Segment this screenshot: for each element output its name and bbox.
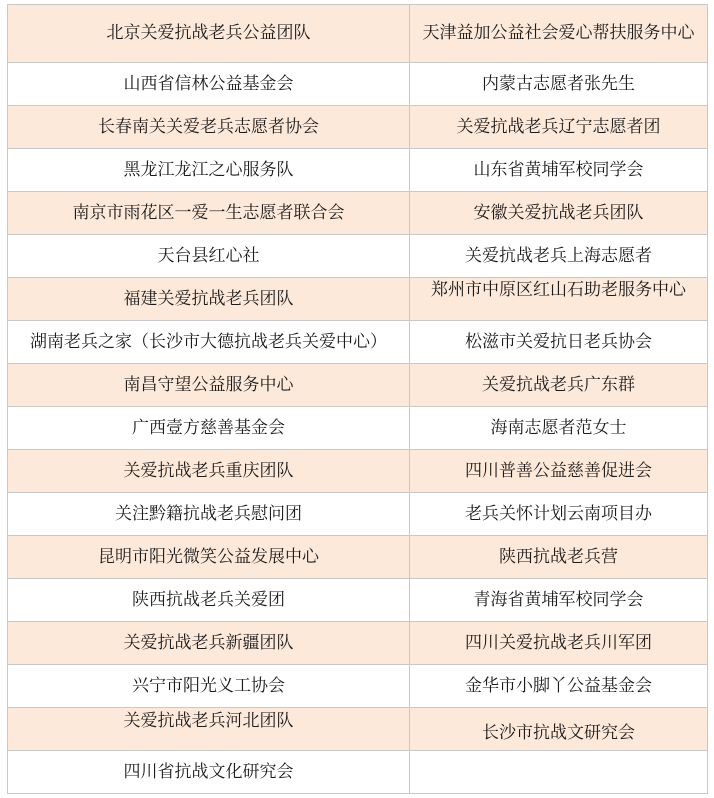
table-row bbox=[8, 579, 708, 622]
table-row bbox=[8, 278, 708, 321]
table-row bbox=[8, 63, 708, 106]
table-cell-left: 福建关爱抗战老兵团队 bbox=[8, 278, 410, 321]
table-cell-right: 老兵关怀计划云南项目办 bbox=[410, 493, 708, 536]
table-cell-right: 四川普善公益慈善促进会 bbox=[410, 450, 708, 493]
table-cell-right bbox=[410, 708, 708, 751]
table-cell-right: 海南志愿者范女士 bbox=[410, 407, 708, 450]
clipped-cell-text: 郑州市中原区红山石助老服务中心 bbox=[431, 280, 686, 300]
table-row bbox=[8, 665, 708, 708]
table-cell-left: 陕西抗战老兵关爱团 bbox=[8, 579, 410, 622]
table-cell-left: 昆明市阳光微笑公益发展中心 bbox=[8, 536, 410, 579]
table-cell-right: 内蒙古志愿者张先生 bbox=[410, 63, 708, 106]
table-cell-left: 湖南老兵之家（长沙市大德抗战老兵关爱中心） bbox=[8, 321, 410, 364]
cell-text: 长沙市抗战文研究会 bbox=[482, 722, 635, 743]
table-cell-left: 兴宁市阳光义工协会 bbox=[8, 665, 410, 708]
table-cell-left: 南昌守望公益服务中心 bbox=[8, 364, 410, 407]
table-row bbox=[8, 622, 708, 665]
table-cell-right: 安徽关爱抗战老兵团队 bbox=[410, 192, 708, 235]
table-cell-right: 金华市小脚丫公益基金会 bbox=[410, 665, 708, 708]
table-cell-left: 黑龙江龙江之心服务队 bbox=[8, 149, 410, 192]
cell-text: 关爱抗战老兵河北团队 bbox=[123, 710, 294, 731]
table-cell-left: 天台县红心社 bbox=[8, 235, 410, 278]
table-row bbox=[8, 5, 708, 63]
table-cell-left: 关爱抗战老兵新疆团队 bbox=[8, 622, 410, 665]
table-cell-left: 关爱抗战老兵重庆团队 bbox=[8, 450, 410, 493]
table-cell-right: 陕西抗战老兵营 bbox=[410, 536, 708, 579]
table-row bbox=[8, 450, 708, 493]
table-cell-right: 天津益加公益社会爱心帮扶服务中心 bbox=[410, 5, 708, 63]
table-row bbox=[8, 407, 708, 450]
organization-table bbox=[7, 4, 708, 794]
table-cell-right: 关爱抗战老兵辽宁志愿者团 bbox=[410, 106, 708, 149]
table-cell-right bbox=[410, 751, 708, 794]
table-row bbox=[8, 536, 708, 579]
table-cell-left: 北京关爱抗战老兵公益团队 bbox=[8, 5, 410, 63]
table-row bbox=[8, 751, 708, 794]
table-cell-left bbox=[8, 708, 410, 751]
table-row bbox=[8, 493, 708, 536]
table-row bbox=[8, 192, 708, 235]
table-cell-left: 山西省信林公益基金会 bbox=[8, 63, 410, 106]
table-row bbox=[8, 364, 708, 407]
table-cell-left: 南京市雨花区一爱一生志愿者联合会 bbox=[8, 192, 410, 235]
table-cell-left: 长春南关关爱老兵志愿者协会 bbox=[8, 106, 410, 149]
table-row bbox=[8, 106, 708, 149]
table-cell-left: 关注黔籍抗战老兵慰问团 bbox=[8, 493, 410, 536]
table-row bbox=[8, 321, 708, 364]
table-cell-left: 四川省抗战文化研究会 bbox=[8, 751, 410, 794]
table-cell-right: 青海省黄埔军校同学会 bbox=[410, 579, 708, 622]
table-row bbox=[8, 149, 708, 192]
table-cell-right: 关爱抗战老兵广东群 bbox=[410, 364, 708, 407]
table-cell-right: 四川关爱抗战老兵川军团 bbox=[410, 622, 708, 665]
table-cell-right: 关爱抗战老兵上海志愿者 bbox=[410, 235, 708, 278]
table-cell-right: 松滋市关爱抗日老兵协会 bbox=[410, 321, 708, 364]
table-row bbox=[8, 708, 708, 751]
table-row bbox=[8, 235, 708, 278]
table-cell-left: 广西壹方慈善基金会 bbox=[8, 407, 410, 450]
table-cell-right bbox=[410, 278, 708, 321]
table-cell-right: 山东省黄埔军校同学会 bbox=[410, 149, 708, 192]
